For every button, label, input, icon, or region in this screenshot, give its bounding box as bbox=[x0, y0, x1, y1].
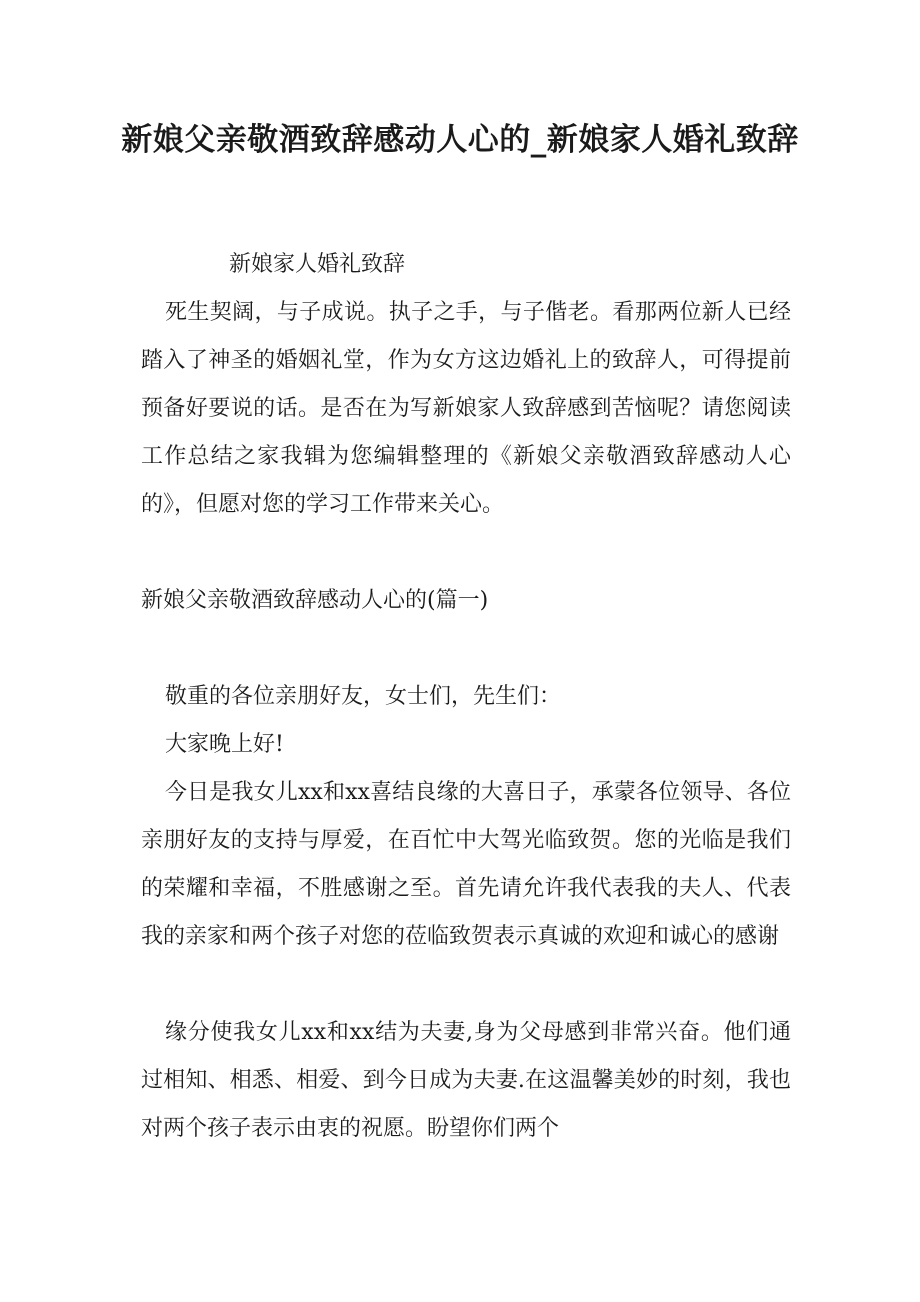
section-heading: 新娘父亲敬酒致辞感动人心的(篇一) bbox=[141, 588, 489, 613]
thanks-paragraph: 今日是我女儿xx和xx喜结良缘的大喜日子，承蒙各位领导、各位亲朋好友的支持与厚爱，在百忙中大驾光临致贺。您的光临是我们的荣耀和幸福，不胜感谢之至。首先请允许我代表我的夫人、代表我的亲家和两个孩子对您的莅临致贺表示真诚的欢迎和诚心的感谢 bbox=[141, 780, 791, 949]
intro-paragraph: 死生契阔，与子成说。执子之手，与子偕老。看那两位新人已经踏入了神圣的婚姻礼堂，作为女方这边婚礼上的致辞人，可得提前预备好要说的话。是否在为写新娘家人致辞感到苦恼呢？请您阅读工作总结之家我辑为您编辑整理的《新娘父亲敬酒致辞感动人心的》，但愿对您的学习工作带来关心。 bbox=[141, 300, 791, 517]
hello-paragraph: 大家晚上好! bbox=[165, 732, 284, 757]
greeting-paragraph: 敬重的各位亲朋好友，女士们，先生们： bbox=[165, 684, 562, 709]
document-title: 新娘父亲敬酒致辞感动人心的_新娘家人婚礼致辞 bbox=[121, 122, 799, 158]
marriage-paragraph: 缘分使我女儿xx和xx结为夫妻,身为父母感到非常兴奋。他们通过相知、相悉、相爱、到今日成为夫妻.在这温馨美妙的时刻，我也对两个孩子表示由衷的祝愿。盼望你们两个 bbox=[141, 1020, 791, 1141]
document-subtitle: 新娘家人婚礼致辞 bbox=[229, 252, 406, 277]
